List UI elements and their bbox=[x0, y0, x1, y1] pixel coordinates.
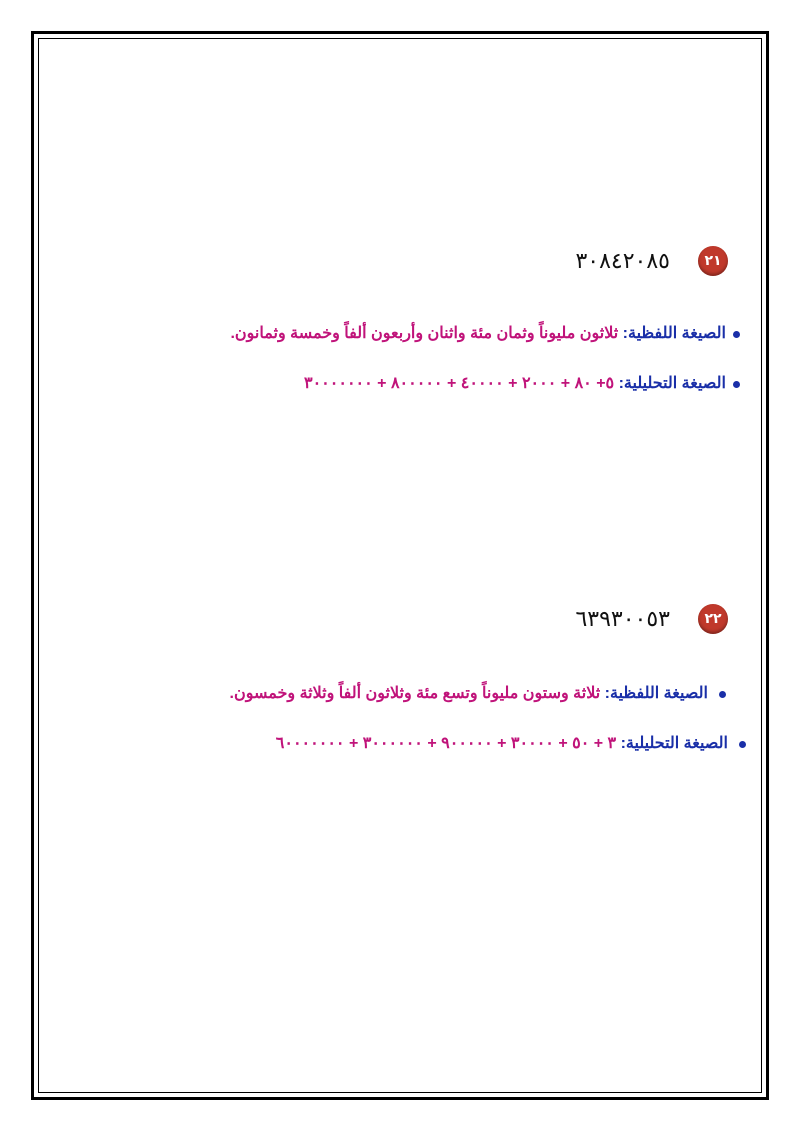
analytic-form-label: الصيغة التحليلية: bbox=[618, 375, 726, 392]
verbal-form-item bbox=[108, 316, 726, 352]
analytic-form-text: ٣ + ٥٠ + ٣٠٠٠٠ + ٩٠٠٠٠٠ + ٣٠٠٠٠٠٠ + ٦٠٠٠٠٠٠٠ bbox=[275, 735, 617, 752]
verbal-form-label: الصيغة اللفظية: bbox=[604, 685, 708, 702]
problem-number-value: ٣٠٨٤٢٠٨٥ bbox=[575, 248, 670, 274]
analytic-form-item bbox=[108, 726, 728, 762]
problem-21 bbox=[108, 240, 728, 402]
answer-list bbox=[108, 676, 728, 762]
bullet-icon bbox=[733, 381, 740, 388]
problem-header bbox=[108, 240, 728, 282]
problem-number-badge: ٢١ bbox=[698, 246, 728, 276]
problem-number-badge: ٢٢ bbox=[698, 604, 728, 634]
bullet-icon bbox=[719, 691, 726, 698]
problem-22 bbox=[108, 598, 728, 762]
bullet-icon bbox=[739, 741, 746, 748]
analytic-form-text: ٥+ ٨٠ + ٢٠٠٠ + ٤٠٠٠٠ + ٨٠٠٠٠٠ + ٣٠٠٠٠٠٠٠ bbox=[303, 375, 615, 392]
problem-number-value: ٦٣٩٣٠٠٥٣ bbox=[575, 606, 670, 632]
problem-header bbox=[108, 598, 728, 640]
verbal-form-label: الصيغة اللفظية: bbox=[622, 325, 726, 342]
bullet-icon bbox=[733, 331, 740, 338]
answer-list bbox=[108, 316, 726, 402]
verbal-form-text: ثلاثة وستون مليوناً وتسع مئة وثلاثون ألفاً وثلاثة وخمسون. bbox=[229, 685, 601, 702]
page-border-inner bbox=[38, 38, 762, 1093]
verbal-form-item bbox=[108, 676, 708, 712]
verbal-form-text: ثلاثون مليوناً وثمان مئة واثنان وأربعون ألفاً وخمسة وثمانون. bbox=[230, 325, 619, 342]
analytic-form-label: الصيغة التحليلية: bbox=[620, 735, 728, 752]
analytic-form-item bbox=[108, 366, 726, 402]
